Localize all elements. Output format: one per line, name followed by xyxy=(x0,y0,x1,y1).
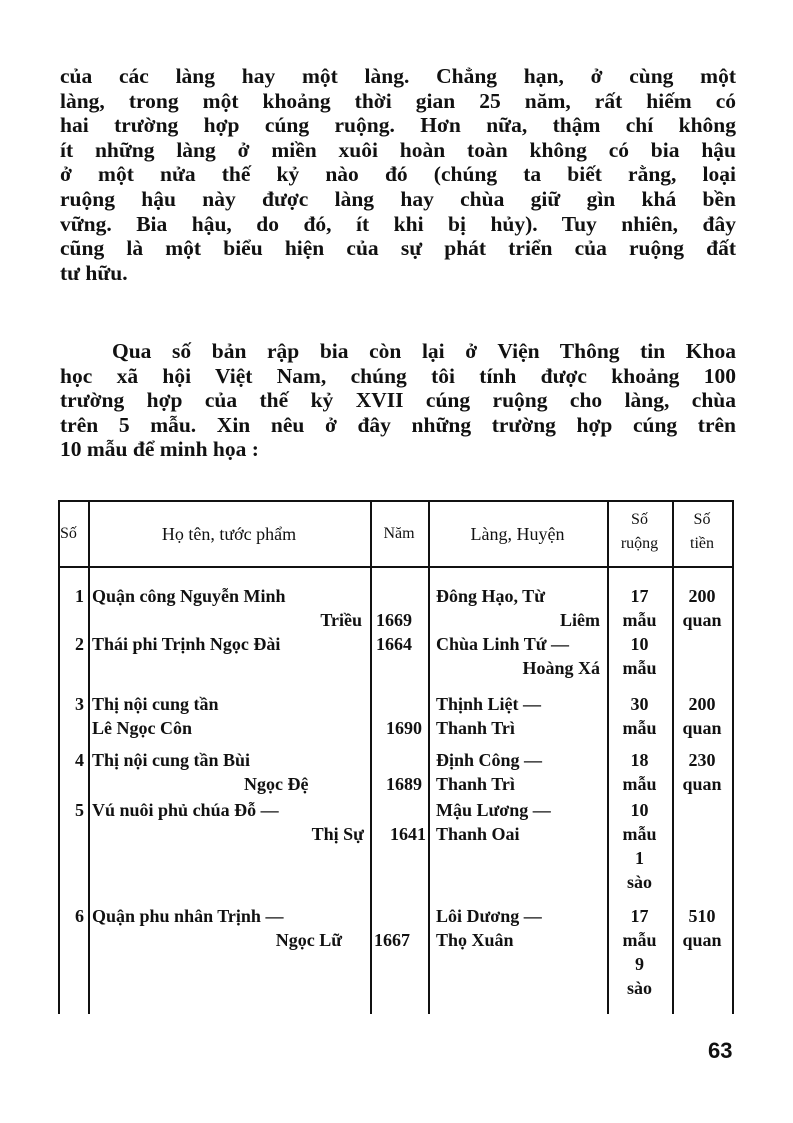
table-cell: 1669 xyxy=(376,610,412,630)
text-line: 10 mẫu để minh họa : xyxy=(60,437,259,462)
header-money: Số tiền xyxy=(690,511,714,552)
text-line: trên 5 mẫu. Xin nêu ở đây những trường hợp cúng trên xyxy=(60,412,736,437)
table-cell: Lôi Dương — Thọ Xuân xyxy=(436,906,542,950)
table-cell: 6 xyxy=(75,906,84,926)
table-cell: Đông Hạo, Từ Liêm xyxy=(436,586,600,630)
table-cell: Thịnh Liệt — Thanh Trì xyxy=(436,694,542,738)
table-cell: 1 xyxy=(75,586,84,606)
header-name: Họ tên, tước phẩm xyxy=(161,524,297,544)
text-line: cũng là một biểu hiện của sự phát triển của ruộng đất xyxy=(60,236,736,261)
text-line: hai trường hợp cúng ruộng. Hơn nữa, thậm chí không xyxy=(60,113,736,138)
donation-table xyxy=(58,500,734,1014)
table-cell: 2 xyxy=(75,634,84,654)
table-cell: Vú nuôi phủ chúa Đỗ — Thị Sự xyxy=(92,800,364,844)
page-number: 63 xyxy=(708,1038,733,1063)
paragraph-2 xyxy=(60,339,736,462)
header-land: Số ruộng xyxy=(620,511,659,552)
text-line: học xã hội Việt Nam, chúng tôi tính được khoảng 100 xyxy=(60,363,736,388)
table-top-border xyxy=(58,500,734,502)
table-cell: 5 xyxy=(75,800,84,820)
table-cell: 200 quan xyxy=(682,586,722,630)
table-cell: 1689 xyxy=(386,774,422,794)
column-divider xyxy=(88,500,90,1014)
table-cell: Quận phu nhân Trịnh — Ngọc Lữ xyxy=(92,906,342,950)
table-cell: 1641 xyxy=(390,824,426,844)
table-cell: 510 quan xyxy=(682,906,722,950)
column-divider xyxy=(428,500,430,1014)
table-cell: 10 mẫu 1 sào xyxy=(622,800,657,892)
text-line: Qua số bản rập bia còn lại ở Viện Thông tin Khoa xyxy=(112,339,736,363)
header-divider xyxy=(58,566,734,568)
table-cell: 17 mẫu 9 sào xyxy=(622,906,657,998)
table-cell: Thái phi Trịnh Ngọc Đài xyxy=(92,634,281,654)
text-line: tư hữu. xyxy=(60,260,128,285)
table-cell: 18 mẫu xyxy=(622,750,657,794)
table-cell: 17 mẫu xyxy=(622,586,657,630)
column-divider xyxy=(732,500,734,1014)
header-no: Số xyxy=(60,525,77,542)
text-line: ở một nửa thế kỷ nào đó (chúng ta biết rằng, loại xyxy=(60,162,736,187)
header-village: Làng, Huyện xyxy=(470,524,565,544)
table-cell: Chùa Linh Tứ — Hoàng Xá xyxy=(436,634,600,678)
header-year: Năm xyxy=(383,525,415,542)
table-cell: Thị nội cung tần Lê Ngọc Côn xyxy=(92,694,219,738)
text-line: làng, trong một khoảng thời gian 25 năm, rất hiếm có xyxy=(60,88,736,113)
text-line: vững. Bia hậu, do đó, ít khi bị hủy). Tuy nhiên, đây xyxy=(60,211,736,236)
table-cell: 230 quan xyxy=(682,750,722,794)
table-cell: 4 xyxy=(75,750,84,770)
table-cell: 1690 xyxy=(386,718,422,738)
text-line: của các làng hay một làng. Chẳng hạn, ở cùng một xyxy=(60,64,736,88)
column-divider xyxy=(370,500,372,1014)
table-cell: 30 mẫu xyxy=(622,694,657,738)
table-cell: 1667 xyxy=(374,930,410,950)
table-cell: 3 xyxy=(75,694,84,714)
table-cell: Mậu Lương — Thanh Oai xyxy=(436,800,551,844)
table-cell: Định Công — Thanh Trì xyxy=(436,750,543,794)
table-cell: 200 quan xyxy=(682,694,722,738)
table-cell: Quận công Nguyễn Minh Triều xyxy=(92,586,362,630)
table-cell: 10 mẫu xyxy=(622,634,657,678)
paragraph-1 xyxy=(60,64,736,285)
table-cell: 1664 xyxy=(376,634,412,654)
text-line: ít những làng ở miền xuôi hoàn toàn không có bia hậu xyxy=(60,137,736,162)
text-line: ruộng hậu này được làng hay chùa giữ gìn khá bền xyxy=(60,186,736,211)
table-cell: Thị nội cung tần Bùi Ngọc Đệ xyxy=(92,750,309,794)
text-line: trường hợp của thế kỷ XVII cúng ruộng cho làng, chùa xyxy=(60,388,736,413)
